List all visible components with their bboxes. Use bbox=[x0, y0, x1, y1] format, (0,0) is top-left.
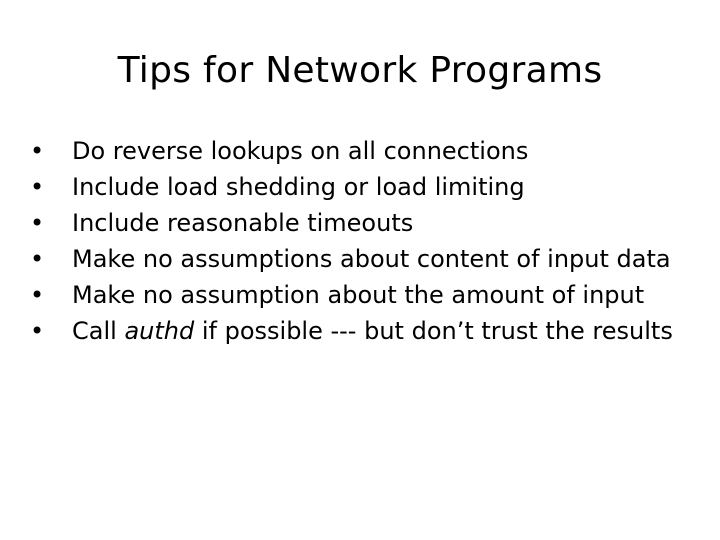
bullet-item bbox=[30, 169, 690, 205]
bullet-marker: • bbox=[30, 245, 45, 273]
bullet-marker: • bbox=[30, 137, 45, 165]
bullet-text: Include load shedding or load limiting bbox=[72, 173, 525, 201]
bullet-item bbox=[30, 241, 690, 277]
bullet-text: Do reverse lookups on all connections bbox=[72, 137, 529, 165]
bullet-text-after: if possible --- but don’t trust the results bbox=[194, 317, 673, 345]
bullet-marker: • bbox=[30, 317, 45, 345]
bullet-item bbox=[30, 133, 690, 169]
bullet-item bbox=[30, 277, 690, 313]
bullet-marker: • bbox=[30, 209, 45, 237]
bullet-text: Make no assumptions about content of input data bbox=[72, 245, 671, 273]
bullet-marker: • bbox=[30, 173, 45, 201]
bullet-text bbox=[72, 317, 673, 345]
bullet-text-italic: authd bbox=[124, 317, 195, 345]
bullet-item bbox=[30, 205, 690, 241]
bullet-text-before: Call bbox=[72, 317, 125, 345]
bullet-list bbox=[30, 133, 690, 349]
bullet-text: Make no assumption about the amount of input bbox=[72, 281, 645, 309]
bullet-marker: • bbox=[30, 281, 45, 309]
bullet-text: Include reasonable timeouts bbox=[72, 209, 414, 237]
slide-title: Tips for Network Programs bbox=[117, 50, 603, 91]
bullet-item bbox=[30, 313, 690, 349]
